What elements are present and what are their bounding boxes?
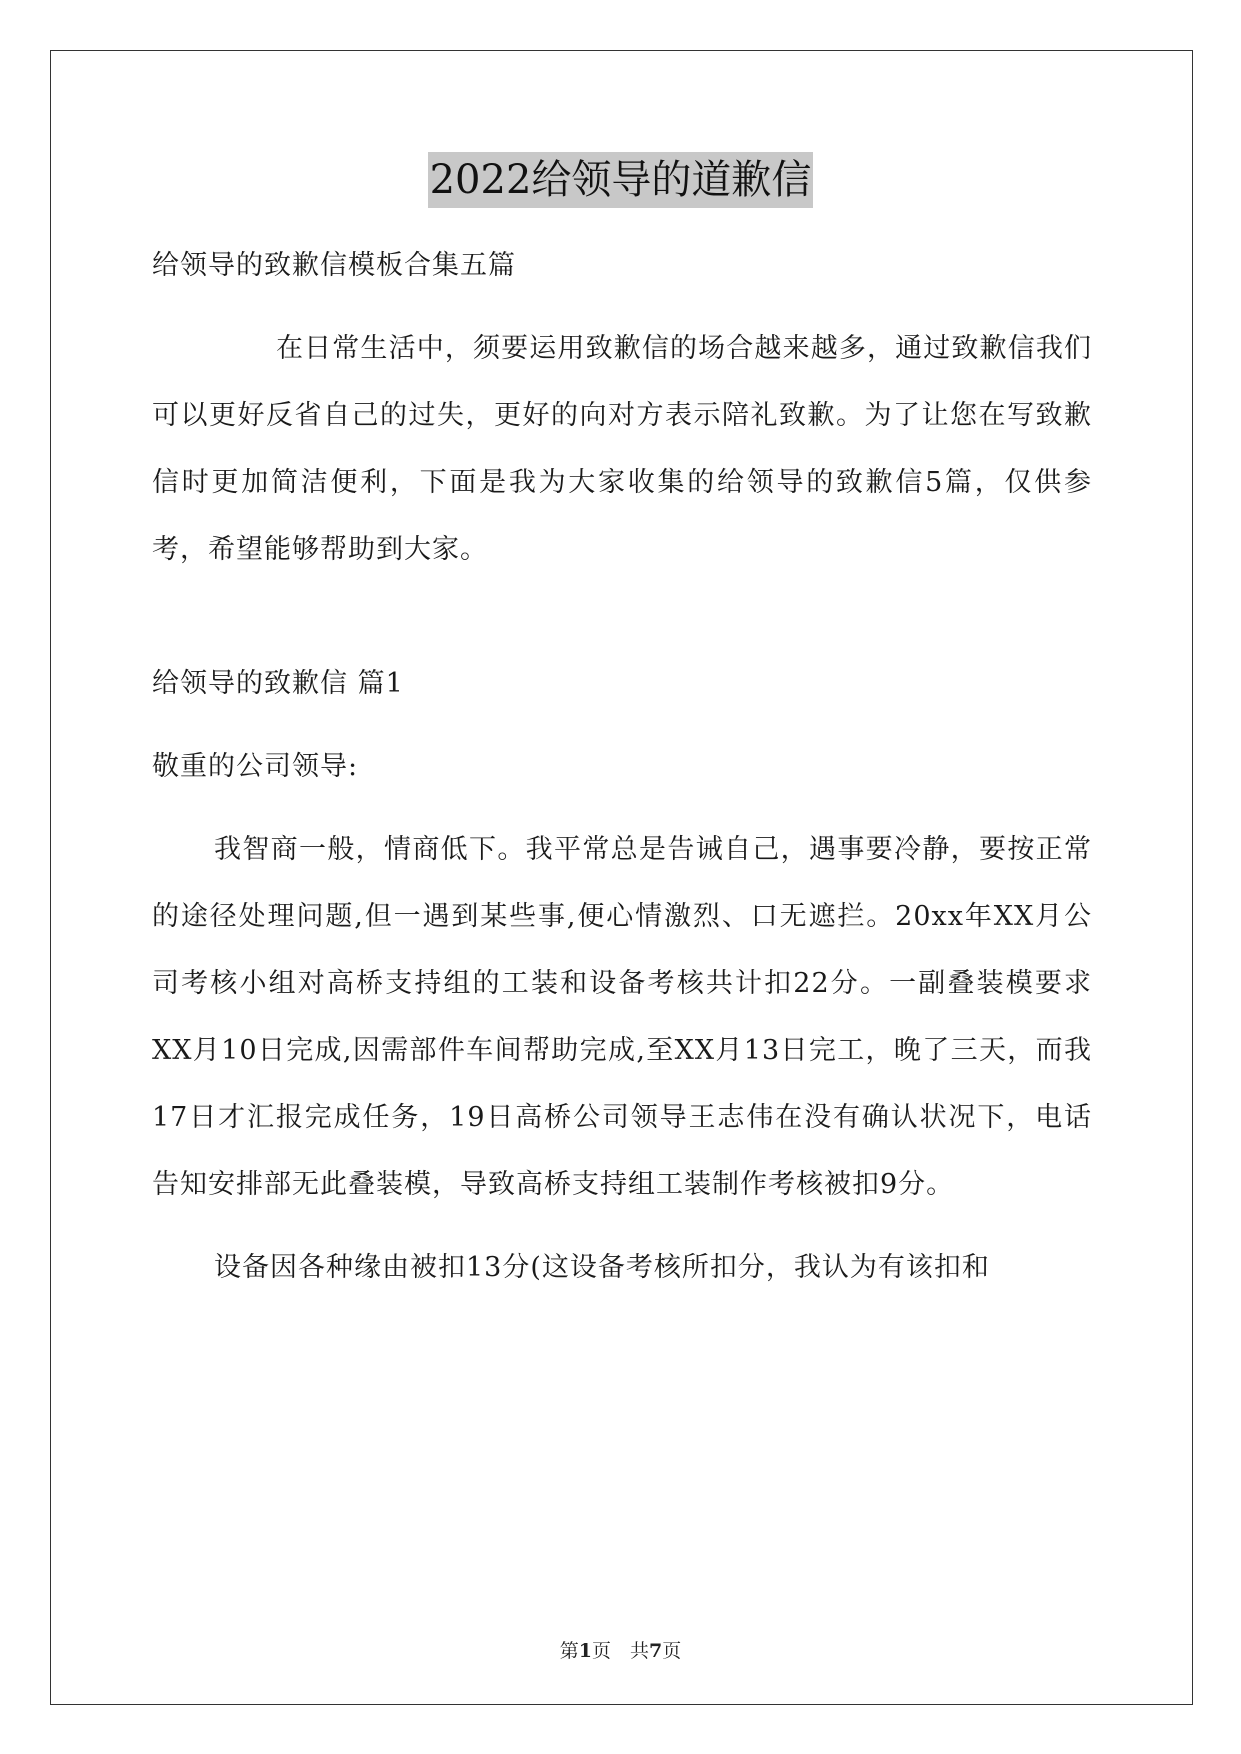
page-current: 1 <box>578 1640 592 1662</box>
document-body <box>152 232 1092 1301</box>
document-title: 2022给领导的道歉信 <box>428 152 814 208</box>
section-heading: 给领导的致歉信 篇1 <box>152 668 404 699</box>
title-container <box>0 152 1241 208</box>
page-prefix: 第 <box>559 1640 579 1662</box>
page-total: 7 <box>649 1640 663 1662</box>
body-paragraph-2: 设备因各种缘由被扣13分(这设备考核所扣分，我认为有该扣和 <box>214 1252 990 1283</box>
page-mid: 页 共 <box>591 1640 649 1662</box>
body-paragraph-1: 我智商一般，情商低下。我平常总是告诫自己，遇事要冷静，要按正常的途径处理问题,但一遇到某些事,便心情激烈、口无遮拦。20xx年XX月公司考核小组对高桥支持组的工装和设备考核共计扣22分。一副叠装模要求XX月10日完成,因需部件车间帮助完成,至XX月13日完工，晚了三天，而我17日才汇报完成任务，19日高桥公司领导王志伟在没有确认状况下，电话告知安排部无此叠装模，导致高桥支持组工装制作考核被扣9分。 <box>152 834 1092 1200</box>
page-suffix: 页 <box>662 1640 682 1662</box>
document-subtitle: 给领导的致歉信模板合集五篇 <box>152 250 516 281</box>
intro-paragraph: 在日常生活中，须要运用致歉信的场合越来越多，通过致歉信我们可以更好反省自己的过失，更好的向对方表示陪礼致歉。为了让您在写致歉信时更加简洁便利，下面是我为大家收集的给领导的致歉信5篇，仅供参考，希望能够帮助到大家。 <box>152 333 1092 565</box>
salutation: 敬重的公司领导: <box>152 751 359 782</box>
page-footer <box>0 1636 1241 1663</box>
